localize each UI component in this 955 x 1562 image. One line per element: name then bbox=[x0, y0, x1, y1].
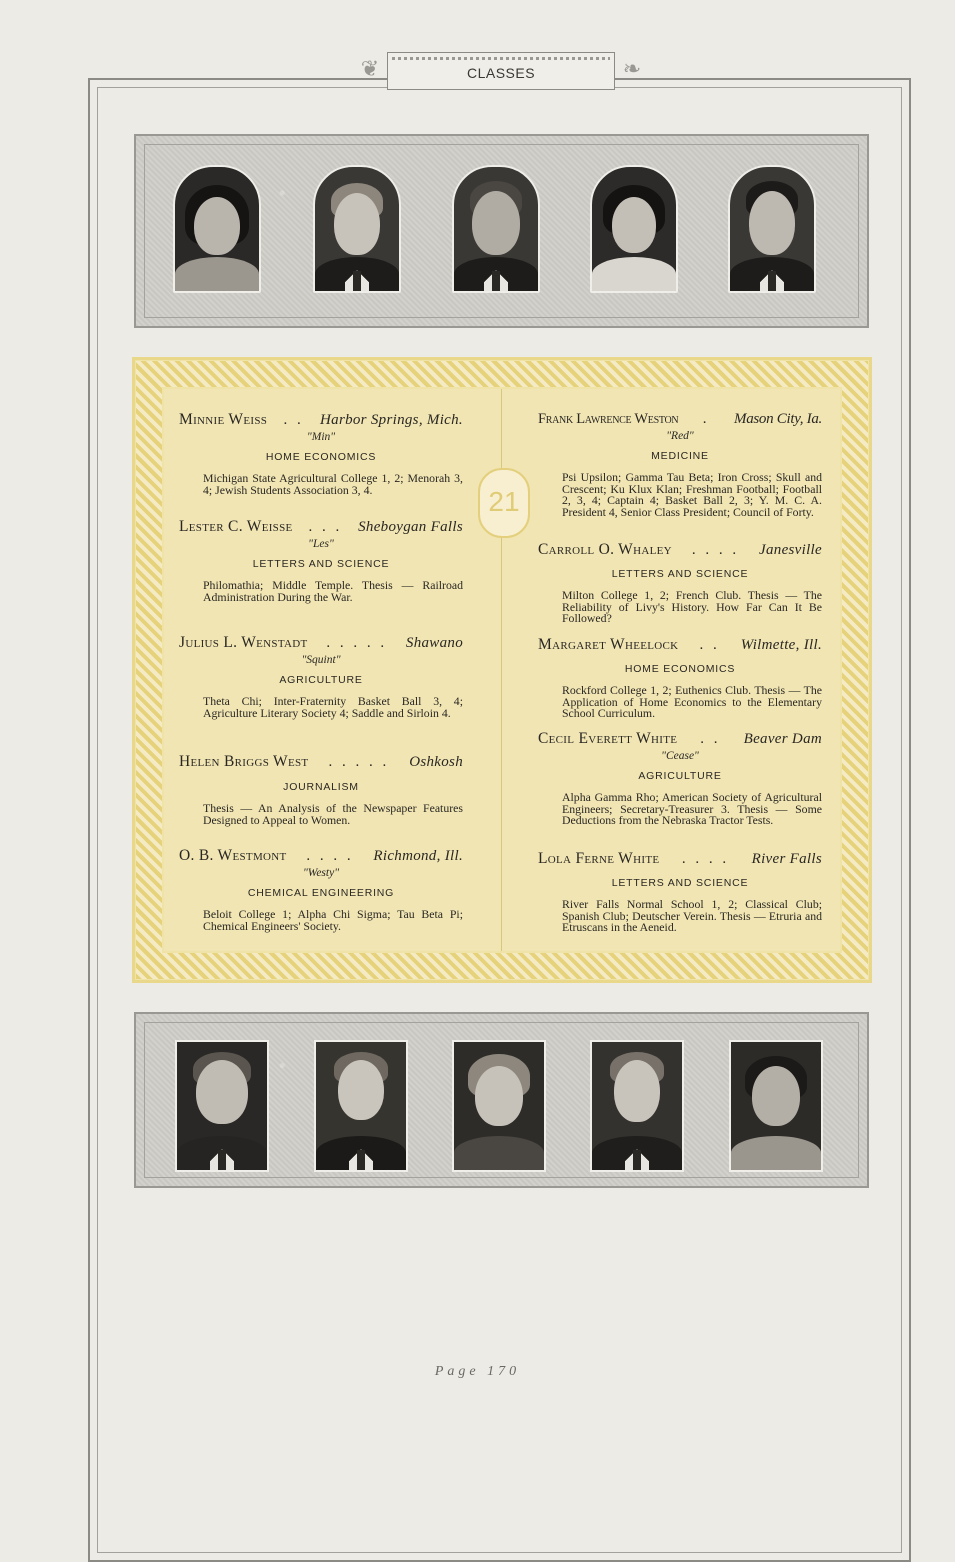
activities: Michigan State Agricultural College 1, 2; Menorah 3, 4; Jewish Students Association 3, 4. bbox=[203, 471, 463, 497]
department: MEDICINE bbox=[651, 450, 709, 462]
portrait-margaret-wheelock bbox=[452, 1040, 546, 1172]
leader-dots: . . . bbox=[308, 519, 343, 535]
leader-dots: . . . . bbox=[691, 542, 740, 558]
entry-name-line bbox=[179, 634, 463, 652]
nickname: "Min" bbox=[306, 431, 336, 443]
student-name: Cecil Everett White bbox=[538, 730, 678, 747]
activities: Psi Upsilon; Gamma Tau Beta; Iron Cross; Skull and Crescent; Ku Klux Klan; Freshman Football; Football 2, 3, 4; Captain 4; Basket Ball 2, 3; Y. M. C. A. President 4, Senior Class President; Council of Forty. bbox=[562, 470, 822, 519]
leader-dots: . . . . . bbox=[328, 754, 390, 770]
entry-name-line bbox=[538, 541, 822, 559]
student-name: Helen Briggs West bbox=[179, 753, 309, 770]
entry-carroll-whaley bbox=[538, 541, 822, 625]
portrait-minnie-weiss bbox=[173, 165, 261, 293]
entry-name-line bbox=[538, 636, 822, 654]
department: AGRICULTURE bbox=[279, 674, 363, 686]
page-section-title: CLASSES bbox=[466, 65, 536, 81]
leader-dots: . . . . . bbox=[326, 635, 388, 651]
entry-helen-briggs-west bbox=[179, 753, 463, 826]
student-name: Carroll O. Whaley bbox=[538, 541, 672, 558]
class-year-label: 21 bbox=[488, 486, 520, 517]
portrait-frank-lawrence-weston bbox=[175, 1040, 269, 1172]
entry-minnie-weiss bbox=[179, 411, 463, 496]
leader-dots: . . bbox=[699, 637, 720, 653]
student-name: Minnie Weiss bbox=[179, 411, 268, 428]
leader-dots: . . bbox=[700, 731, 721, 747]
department: AGRICULTURE bbox=[638, 770, 722, 782]
entry-margaret-wheelock bbox=[538, 636, 822, 720]
nickname: "Squint" bbox=[301, 654, 341, 666]
hometown: Harbor Springs, Mich. bbox=[320, 412, 463, 428]
department: CHEMICAL ENGINEERING bbox=[247, 887, 395, 899]
activities: Beloit College 1; Alpha Chi Sigma; Tau Beta Pi; Chemical Engineers' Society. bbox=[203, 907, 463, 933]
nickname: "Cease" bbox=[661, 750, 699, 762]
student-name: Frank Lawrence Weston bbox=[538, 411, 679, 427]
entry-lola-ferne-white bbox=[538, 850, 822, 934]
leader-dots: . . . . bbox=[306, 848, 354, 864]
student-name: Lola Ferne White bbox=[538, 850, 660, 867]
department: LETTERS AND SCIENCE bbox=[611, 877, 749, 889]
portrait-helen-briggs-west bbox=[590, 165, 678, 293]
entry-name-line bbox=[538, 850, 822, 868]
hometown: Sheboygan Falls bbox=[358, 519, 463, 535]
activities: Philomathia; Middle Temple. Thesis — Railroad Administration During the War. bbox=[203, 578, 463, 604]
entry-name-line bbox=[179, 753, 463, 771]
portrait-lester-weisse bbox=[313, 165, 401, 293]
department: HOME ECONOMICS bbox=[265, 451, 377, 463]
student-name: Margaret Wheelock bbox=[538, 636, 679, 653]
hometown: Janesville bbox=[759, 542, 822, 558]
portrait-julius-wenstadt bbox=[452, 165, 540, 293]
entry-name-line bbox=[179, 411, 463, 429]
activities: Rockford College 1, 2; Euthenics Club. Thesis — The Application of Home Economics to the Elementary School Curriculum. bbox=[562, 683, 822, 721]
entry-julius-wenstadt bbox=[179, 634, 463, 719]
leader-dots: . bbox=[702, 411, 710, 427]
hometown: Shawano bbox=[405, 635, 463, 651]
leader-dots: . . . . bbox=[681, 851, 730, 867]
entry-o-b-westmont bbox=[179, 847, 463, 932]
entry-name-line bbox=[179, 518, 463, 536]
portrait-lola-ferne-white bbox=[729, 1040, 823, 1172]
department: LETTERS AND SCIENCE bbox=[611, 568, 749, 580]
leader-dots: . . bbox=[283, 412, 304, 428]
portrait-cecil-everett-white bbox=[590, 1040, 684, 1172]
activities: River Falls Normal School 1, 2; Classical Club; Spanish Club; Deutscher Verein. Thesis — Etruria and Etruscans in the Aeneid. bbox=[562, 897, 822, 935]
entry-name-line bbox=[538, 410, 822, 428]
department: JOURNALISM bbox=[283, 781, 359, 793]
activities: Theta Chi; Inter-Fraternity Basket Ball 3, 4; Agriculture Literary Society 4; Saddle and Sirloin 4. bbox=[203, 694, 463, 720]
entry-frank-lawrence-weston bbox=[538, 410, 822, 518]
portrait-o-b-westmont bbox=[728, 165, 816, 293]
entry-lester-weisse bbox=[179, 518, 463, 603]
student-name: Julius L. Wenstadt bbox=[179, 634, 308, 651]
student-name: O. B. Westmont bbox=[179, 847, 287, 864]
page-number: Page 170 bbox=[434, 1364, 521, 1379]
activities: Milton College 1, 2; French Club. Thesis — The Reliability of Livy's History. How Far Can It Be Followed? bbox=[562, 588, 822, 626]
nickname: "Westy" bbox=[302, 867, 340, 879]
hometown: Beaver Dam bbox=[743, 731, 822, 747]
department: LETTERS AND SCIENCE bbox=[252, 558, 390, 570]
class-year-medallion bbox=[478, 468, 530, 538]
hometown: Mason City, Ia. bbox=[734, 411, 822, 427]
entry-name-line bbox=[179, 847, 463, 865]
student-name: Lester C. Weisse bbox=[179, 518, 293, 535]
entry-cecil-everett-white bbox=[538, 730, 822, 827]
activities: Thesis — An Analysis of the Newspaper Features Designed to Appeal to Women. bbox=[203, 801, 463, 827]
hometown: Wilmette, Ill. bbox=[740, 637, 822, 653]
entry-name-line bbox=[538, 730, 822, 748]
hometown: Richmond, Ill. bbox=[373, 848, 463, 864]
activities: Alpha Gamma Rho; American Society of Agricultural Engineers; Secretary-Treasurer 3. Thesis — Some Deductions from the Nebraska Tractor Tests. bbox=[562, 790, 822, 828]
portrait-carroll-whaley bbox=[314, 1040, 408, 1172]
header-plate bbox=[387, 52, 615, 90]
hometown: Oshkosh bbox=[409, 754, 463, 770]
header-scroll-left-ornament: ❦ bbox=[360, 56, 380, 81]
department: HOME ECONOMICS bbox=[624, 663, 736, 675]
nickname: "Les" bbox=[308, 538, 334, 550]
hometown: River Falls bbox=[751, 851, 822, 867]
header-scroll-right-ornament: ❧ bbox=[622, 56, 642, 81]
nickname: "Red" bbox=[666, 430, 694, 442]
